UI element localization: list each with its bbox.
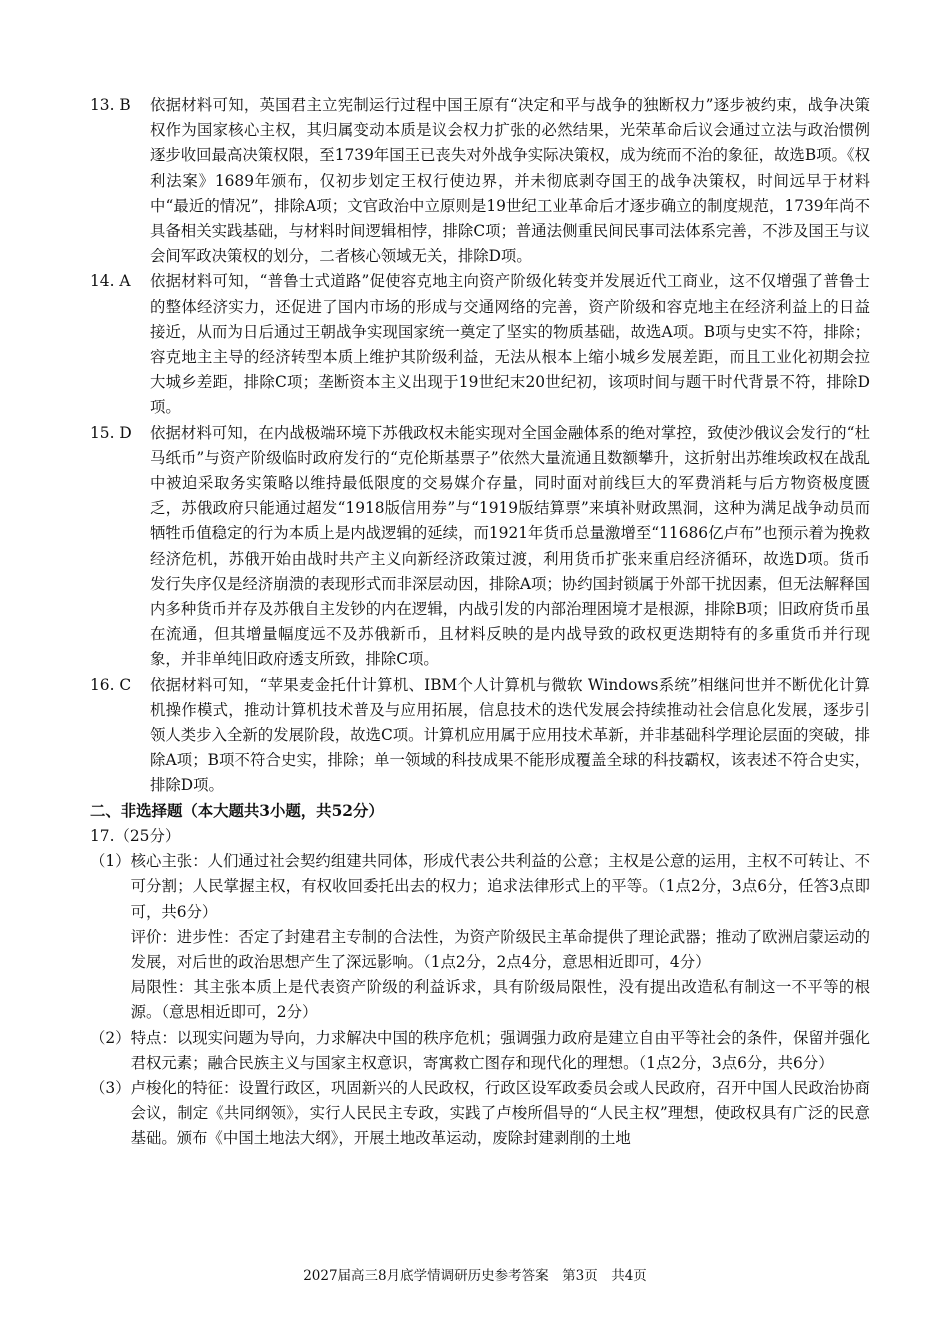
answer-15 [90,421,870,673]
page-footer: 2027届高三8月底学情调研历史参考答案 第3页 共4页 [303,1268,647,1284]
answer-content [90,93,870,1152]
part-number: （2） [90,1028,131,1047]
part-number: （1） [90,852,131,871]
answer-14 [90,269,870,420]
answer-16 [90,673,870,799]
section-heading: 二、非选择题（本大题共3小题，共52分） [90,801,384,820]
question-17-heading: 17.（25分） [90,826,181,845]
question-17-part-1 [90,849,870,1025]
answer-explanation: 依据材料可知，“苹果麦金托什计算机、IBM个人计算机与微软 Windows系统”相继问世并不断优化计算机操作模式，推动计算机技术普及与应用拓展，信息技术的迭代发展会持续推动社会信息化发展，逐步引领人类步入全新的发展阶段，故选C项。计算机应用属于应用技术革新，并非基础科学理论层面的突破，排除A项；B项不符合史实，排除；单一领域的科技成果不能形成覆盖全球的科技霸权，该表述不符合史实，排除D项。 [150,675,870,795]
answer-number: 13. B [90,96,131,114]
part-body [131,849,870,1025]
part-paragraph: 评价：进步性：否定了封建君主专制的合法性，为资产阶级民主革命提供了理论武器；推动了欧洲启蒙运动的发展，对后世的政治思想产生了深远影响。（1点2分，2点4分，意思相近即可，4分） [130,927,870,971]
answer-number: 15. D [90,423,132,442]
answer-explanation: 依据材料可知，“普鲁士式道路”促使容克地主向资产阶级化转变并发展近代工商业，这不仅增强了普鲁士的整体经济实力，还促进了国内市场的形成与交通网络的完善，资产阶级和容克地主在经济利益上的日益接近，从而为日后通过王朝战争实现国家统一奠定了坚实的物质基础，故选A项。B项与史实不符，排除；容克地主主导的经济转型本质上维护其阶级利益，无法从根本上缩小城乡发展差距，而且工业化初期会拉大城乡差距，排除C项；垄断资本主义出现于19世纪末20世纪初，该项时间与题干时代背景不符，排除D项。 [150,272,870,417]
answer-explanation: 依据材料可知，英国君主立宪制运行过程中国王原有“决定和平与战争的独断权力”逐步被约束，战争决策权作为国家核心主权，其归属变动本质是议会权力扩张的必然结果，光荣革命后议会通过立法与政治惯例逐步收回最高决策权限，至1739年国王已丧失对外战争实际决策权，成为统而不治的象征，故选B项。《权利法案》1689年颁布，仅初步划定王权行使边界，并未彻底剥夺国王的战争决策权，时间远早于材料中“最近的情况”，排除A项；文官政治中立原则是19世纪工业革命后才逐步确立的制度规范，1739年尚不具备相关实践基础，与材料时间逻辑相悖，排除C项；普通法侧重民间民事司法体系完善，不涉及国王与议会间军政决策权的划分，二者核心领域无关，排除D项。 [150,96,870,266]
part-body [131,1076,870,1152]
question-17-part-3 [90,1076,870,1152]
answer-number: 14. A [90,272,131,291]
part-paragraph: 卢梭化的特征：设置行政区，巩固新兴的人民政权，行政区设军政委员会或人民政府，召开中国人民政治协商会议，制定《共同纲领》，实行人民民主专政，实践了卢梭所倡导的“人民主权”理想，使政权具有广泛的民意基础。颁布《中国土地法大纲》，开展土地改革运动，废除封建剥削的土地 [130,1078,870,1148]
answer-13 [90,93,870,269]
part-body [131,1026,870,1076]
part-paragraph: 局限性：其主张本质上是代表资产阶级的利益诉求，具有阶级局限性，没有提出改造私有制这一不平等的根源。（意思相近即可，2分） [130,978,870,1022]
question-17-part-2 [90,1026,870,1076]
part-number: （3） [90,1078,131,1097]
answer-number: 16. C [90,675,132,694]
answer-explanation: 依据材料可知，在内战极端环境下苏俄政权未能实现对全国金融体系的绝对掌控，致使沙俄议会发行的“杜马纸币”与资产阶级临时政府发行的“克伦斯基票子”依然大量流通且数额攀升，这折射出苏维埃政权在战乱中被迫采取务实策略以维持最低限度的交易媒介存量，同时面对前线巨大的军费消耗与后方物资极度匮乏，苏俄政府只能通过超发“1918版信用券”与“1919版结算票”来填补财政黑洞，这种为满足战争动员而牺牲币值稳定的行为本质上是内战逻辑的延续，而1921年货币总量激增至“11686亿卢布”也预示着为挽救经济危机，苏俄开始由战时共产主义向新经济政策过渡，利用货币扩张来重启经济循环，故选D项。货币发行失序仅是经济崩溃的表现形式而非深层动因，排除A项；协约国封锁属于外部干扰因素，但无法解释国内多种货币并存及苏俄自主发钞的内在逻辑，内战引发的内部治理困境才是根源，排除B项；旧政府货币虽在流通，但其增量幅度远不及苏俄新币，且材料反映的是内战导致的政权更迭期特有的多重货币并行现象，并非单纯旧政府透支所致，排除C项。 [150,423,870,669]
part-paragraph: 核心主张：人们通过社会契约组建共同体，形成代表公共利益的公意；主权是公意的运用，主权不可转让、不可分割；人民掌握主权，有权收回委托出去的权力；追求法律形式上的平等。（1点2分，3点6分，任答3点即可，共6分） [130,852,870,921]
part-paragraph: 特点：以现实问题为导向，力求解决中国的秩序危机；强调强力政府是建立自由平等社会的条件，保留并强化君权元素；融合民族主义与国家主权意识，寄寓救亡图存和现代化的理想。（1点2分，3点6分，共6分） [130,1028,870,1072]
